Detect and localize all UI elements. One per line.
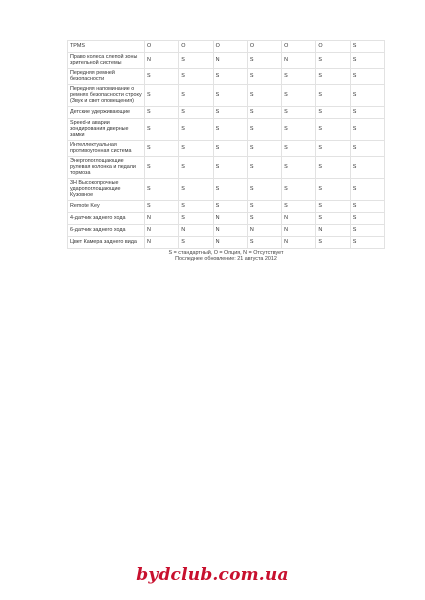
value-cell: S <box>350 224 384 236</box>
value-cell: O <box>213 41 247 53</box>
value-cell: S <box>213 178 247 200</box>
value-cell: S <box>179 118 213 140</box>
feature-cell: Передняя ремней безопасности <box>68 68 145 84</box>
value-cell: S <box>316 156 350 178</box>
value-cell: S <box>316 118 350 140</box>
value-cell: S <box>213 118 247 140</box>
table-row <box>68 68 385 84</box>
value-cell: S <box>179 68 213 84</box>
value-cell: S <box>179 178 213 200</box>
value-cell: S <box>282 156 316 178</box>
value-cell: S <box>247 118 281 140</box>
table-row <box>68 156 385 178</box>
table-row <box>68 140 385 156</box>
value-cell: S <box>145 178 179 200</box>
table-row <box>68 178 385 200</box>
value-cell: N <box>282 236 316 248</box>
value-cell: S <box>282 200 316 212</box>
value-cell: N <box>282 212 316 224</box>
last-updated: Последнее обновление: 21 августа 2012 <box>175 256 277 263</box>
value-cell: S <box>247 200 281 212</box>
value-cell: S <box>282 84 316 106</box>
value-cell: S <box>282 178 316 200</box>
value-cell: S <box>213 156 247 178</box>
feature-cell: Цвет Камера заднего вида <box>68 236 145 248</box>
value-cell: O <box>282 41 316 53</box>
value-cell: S <box>145 200 179 212</box>
value-cell: S <box>145 156 179 178</box>
value-cell: S <box>350 178 384 200</box>
feature-cell: Remote Key <box>68 200 145 212</box>
value-cell: S <box>282 118 316 140</box>
value-cell: S <box>247 140 281 156</box>
value-cell: S <box>282 140 316 156</box>
value-cell: S <box>145 140 179 156</box>
value-cell: S <box>350 200 384 212</box>
legend <box>67 250 385 263</box>
table-row <box>68 41 385 53</box>
feature-cell: TPMS <box>68 41 145 53</box>
value-cell: N <box>247 224 281 236</box>
value-cell: S <box>350 41 384 53</box>
value-cell: S <box>213 200 247 212</box>
value-cell: S <box>213 140 247 156</box>
value-cell: S <box>145 118 179 140</box>
value-cell: S <box>145 68 179 84</box>
value-cell: N <box>213 224 247 236</box>
feature-cell: Право колеса слепой зоны зрительной системы <box>68 53 145 69</box>
spec-table-body <box>68 41 385 249</box>
table-row <box>68 53 385 69</box>
value-cell: N <box>145 236 179 248</box>
value-cell: N <box>213 236 247 248</box>
table-row <box>68 236 385 248</box>
feature-cell: Передняя напоминание о ремнях безопасности строку (Звук и свет оповещения) <box>68 84 145 106</box>
value-cell: S <box>179 236 213 248</box>
value-cell: S <box>316 68 350 84</box>
value-cell: N <box>316 224 350 236</box>
table-row <box>68 106 385 118</box>
value-cell: S <box>247 212 281 224</box>
value-cell: S <box>350 140 384 156</box>
legend-key: S = стандартный, O = Опция, N = Отсутствует <box>168 250 284 256</box>
feature-cell: 4-датчик заднего хода <box>68 212 145 224</box>
value-cell: S <box>316 84 350 106</box>
value-cell: S <box>350 106 384 118</box>
value-cell: N <box>145 53 179 69</box>
value-cell: S <box>350 118 384 140</box>
value-cell: S <box>247 84 281 106</box>
value-cell: S <box>282 68 316 84</box>
value-cell: S <box>247 156 281 178</box>
table-row <box>68 84 385 106</box>
value-cell: S <box>179 140 213 156</box>
spec-table <box>67 40 385 249</box>
value-cell: S <box>247 68 281 84</box>
value-cell: S <box>350 84 384 106</box>
value-cell: S <box>179 84 213 106</box>
value-cell: S <box>247 178 281 200</box>
value-cell: S <box>179 200 213 212</box>
value-cell: S <box>316 53 350 69</box>
value-cell: N <box>145 224 179 236</box>
value-cell: O <box>145 41 179 53</box>
value-cell: O <box>247 41 281 53</box>
value-cell: S <box>350 236 384 248</box>
watermark-logo: bydclub.com.ua <box>136 565 289 585</box>
value-cell: N <box>282 224 316 236</box>
value-cell: S <box>316 106 350 118</box>
value-cell: N <box>213 212 247 224</box>
value-cell: S <box>213 84 247 106</box>
value-cell: N <box>145 212 179 224</box>
feature-cell: Энергопоглощающие рулевая колонка и педали тормоза <box>68 156 145 178</box>
value-cell: S <box>247 53 281 69</box>
value-cell: S <box>213 68 247 84</box>
feature-cell: 6-датчик заднего хода <box>68 224 145 236</box>
value-cell: N <box>213 53 247 69</box>
value-cell: S <box>282 106 316 118</box>
feature-cell: Speed-и аварии зондирования дверные замки <box>68 118 145 140</box>
table-row <box>68 200 385 212</box>
value-cell: S <box>179 212 213 224</box>
value-cell: S <box>316 236 350 248</box>
value-cell: S <box>179 106 213 118</box>
value-cell: S <box>316 200 350 212</box>
value-cell: S <box>247 236 281 248</box>
value-cell: S <box>179 53 213 69</box>
value-cell: S <box>350 68 384 84</box>
feature-cell: Детские удерживающие <box>68 106 145 118</box>
value-cell: S <box>247 106 281 118</box>
value-cell: S <box>179 156 213 178</box>
value-cell: S <box>316 212 350 224</box>
feature-cell: 3H Высокопрочные ударопоглощающие Кузовное <box>68 178 145 200</box>
table-row <box>68 212 385 224</box>
value-cell: S <box>316 140 350 156</box>
feature-cell: Интеллектуальная противоугонная система <box>68 140 145 156</box>
value-cell: S <box>316 178 350 200</box>
value-cell: S <box>145 84 179 106</box>
value-cell: O <box>179 41 213 53</box>
value-cell: S <box>350 212 384 224</box>
table-row <box>68 118 385 140</box>
value-cell: N <box>282 53 316 69</box>
value-cell: S <box>213 106 247 118</box>
value-cell: S <box>145 106 179 118</box>
value-cell: S <box>350 156 384 178</box>
value-cell: S <box>350 53 384 69</box>
value-cell: N <box>179 224 213 236</box>
value-cell: O <box>316 41 350 53</box>
table-row <box>68 224 385 236</box>
